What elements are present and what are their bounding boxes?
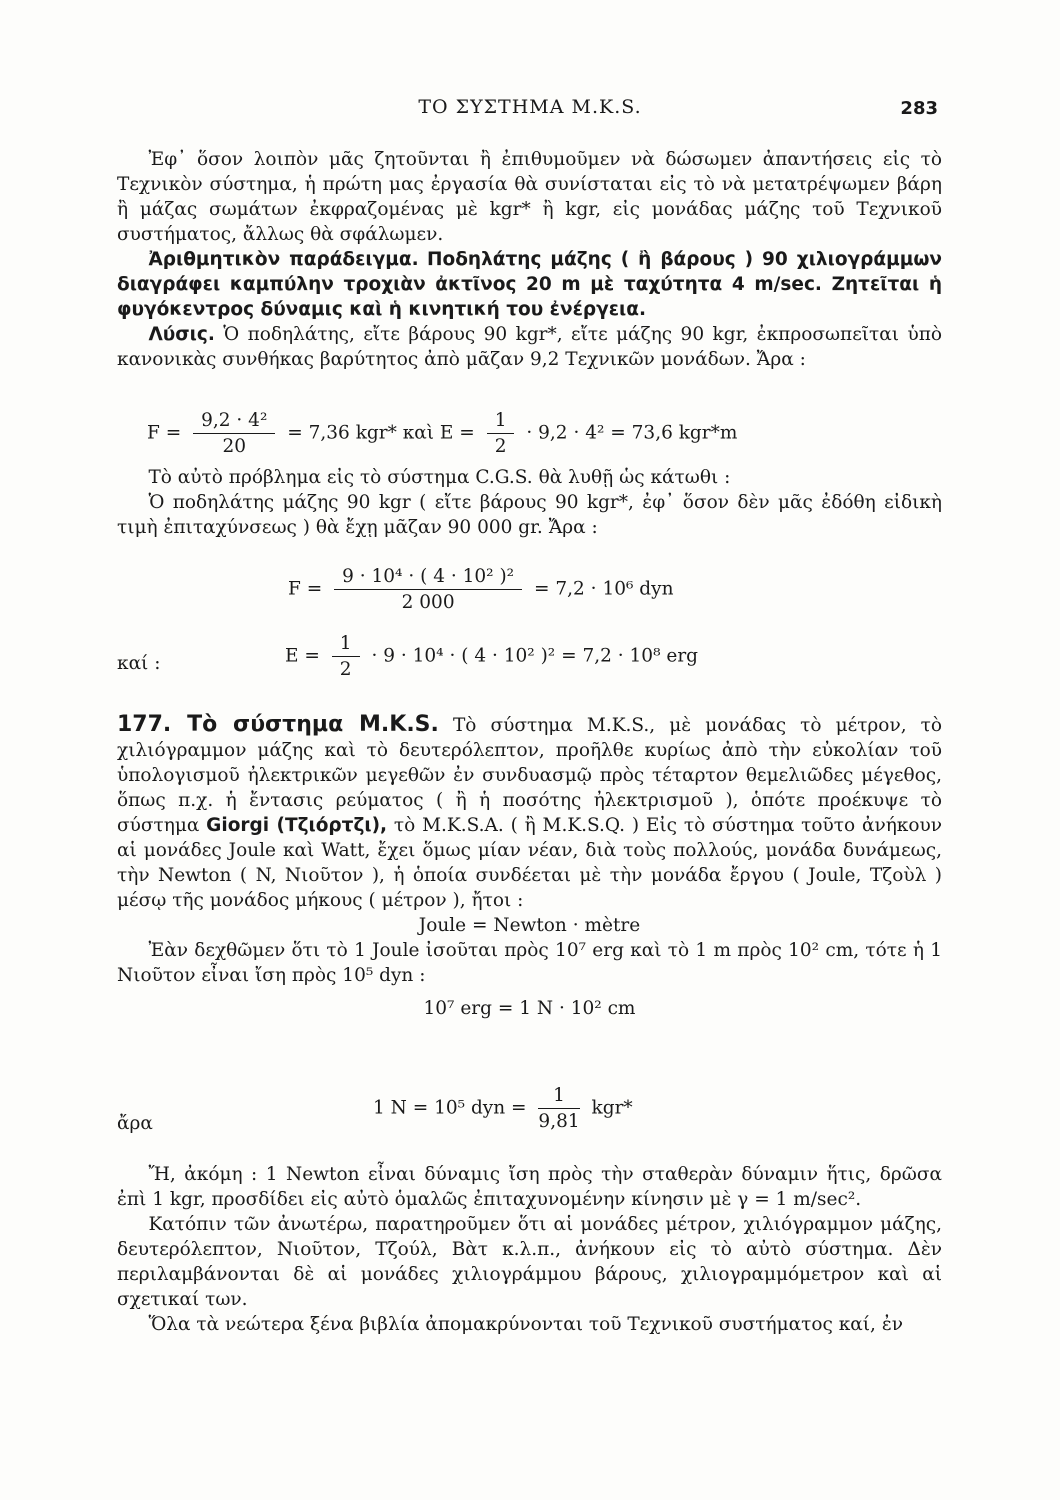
eq1-f-rhs: = 7,36 kgr* καὶ E = [287,422,475,444]
eq2-fraction [334,566,522,613]
newton-eq-lhs: 1 N = 10⁵ dyn = [373,1097,527,1119]
newton-eq-label: ἄρα [117,1113,153,1134]
equation-energy-cgs [285,633,698,680]
paragraph-example [117,247,942,322]
section-177-block [117,712,942,1021]
closing-block [117,1162,942,1337]
intro-block [117,147,942,372]
equation-force-kinetic [147,410,737,457]
eq3-denominator: 2 [339,659,352,680]
paragraph-solution [117,322,942,372]
giorgi-term: Giorgi (Τζιόρτζι), [206,815,388,836]
eq2-rhs: = 7,2 · 10⁶ dyn [534,578,674,600]
paragraph-newton-def: Ἤ, ἀκόμη : 1 Newton εἶναι δύναμις ἴση πρὸς τὴν σταθερὰν δύναμιν ἥτις, δρῶσα ἐπὶ 1 kgr, προσδίδει εἰς αὐτὸ ὁμαλῶς ἐπιταχυνομένην κίνησιν μὲ γ = 1 m/sec². [117,1164,942,1210]
equation-force-cgs [288,566,674,613]
paragraph-units: Κατόπιν τῶν ἀνωτέρω, παρατηροῦμεν ὅτι αἱ μονάδες μέτρον, χιλιόγραμμον μάζης, δευτερόλεπτον, Νιοῦτον, Τζούλ, Βὰτ κ.λ.π., ἀνήκουν εἰς τὸ αὐτὸ σύστημα. Δὲν περιλαμβάνονται δὲ αἱ μονάδες χιλιογράμμου βάρους, χιλιογραμμόμετρον καὶ αἱ σχετικαί των. [117,1214,942,1310]
cgs-block [117,465,942,540]
eq1-e-denominator: 2 [494,436,507,457]
equation-joule-newton: Joule = Newton · mètre [418,915,641,936]
newton-eq-numerator: 1 [538,1085,579,1109]
eq3-rhs: · 9 · 10⁴ · ( 4 · 10² )² = 7,2 · 10⁸ erg [371,645,699,667]
example-text: Ποδηλάτης μάζης ( ἢ βάρους ) 90 χιλιογράμμων διαγράφει καμπύλην τροχιὰν ἀκτῖνος 20 m μὲ ταχύτητα 4 m/sec. Ζητεῖται ἡ φυγόκεντρος δύναμις καὶ ἡ κινητική του ἐνέργεια. [117,249,942,320]
paragraph-cgs-line: Τὸ αὐτὸ πρόβλημα εἰς τὸ σύστημα C.G.S. θὰ λυθῇ ὡς κάτωθι : [148,467,731,488]
solution-label: Λύσις. [148,324,215,345]
eq3-fraction [332,633,360,680]
paragraph-intro: Ἐφ᾽ ὅσον λοιπὸν μᾶς ζητοῦνται ἢ ἐπιθυμοῦμεν νὰ δώσωμεν ἀπαντήσεις εἰς τὸ Τεχνικὸν σύστημα, ἡ πρώτη μας ἐργασία θὰ συνίσταται εἰς τὸ νὰ μετατρέψωμεν βάρη ἢ μάζας σωμάτων ἐκφραζομένας μὲ kgr* ἢ kgr, εἰς μονάδας μάζης τοῦ Τεχνικοῦ συστήματος, ἄλλως θὰ σφάλωμεν. [117,149,942,245]
eq3-lhs: E = [285,645,320,667]
newton-eq-fraction [538,1085,579,1132]
eq3-numerator: 1 [332,633,360,657]
newton-eq-denominator: 9,81 [538,1111,580,1132]
eq2-numerator: 9 · 10⁴ · ( 4 · 10² )² [334,566,522,590]
eq2-lhs: F = [288,578,323,600]
section-text-a: Τὸ σύστημα Μ.Κ.S., μὲ μονάδας τὸ μέτρον, τὸ χιλιόγραμμον μάζης καὶ τὸ δευτερόλεπτον, προῆλθε κυρίως ἀπὸ τὴν εὐκολίαν τοῦ ὑπολογισμοῦ ἠλεκτρικῶν μεγεθῶν ἐν συνδυασμῷ πρὸς τέταρτον θεμελιῶδες μέγεθος, ὅπως π.χ. ἡ ἔντασις ρεύματος ( ἢ ἡ ποσότης ἠλεκτρισμοῦ ), ὁπότε προέκυψε τὸ σύστημα [117,715,942,836]
section-text-b: τὸ Μ.Κ.S.A. ( ἢ Μ.Κ.S.Q. ) Εἰς τὸ σύστημα τοῦτο ἀνήκουν αἱ μονάδες Joule καὶ Watt, ἔχει ὅμως μίαν νέαν, διὰ τοὺς πολλούς, μονάδα δυνάμεως, τὴν Newton ( N, Νιοῦτον ), ἡ ὁποία συνδέεται μὲ τὴν μονάδα ἔργου ( Joule, Τζοὺλ ) μέσῳ τῆς μονάδος μήκους ( μέτρον ), ἤτοι : [117,815,943,911]
paragraph-section-177 [117,712,942,913]
equation-newton [373,1085,633,1132]
example-label: Ἀριθμητικὸν παράδειγμα. [148,249,419,270]
eq1-f-fraction [193,410,275,457]
eq1-e-fraction [487,410,515,457]
eq1-e-rhs: · 9,2 · 4² = 73,6 kgr*m [526,422,738,444]
eq1-f-lhs: F = [147,422,182,444]
paragraph-cgs: Ὁ ποδηλάτης μάζης 90 kgr ( εἴτε βάρους 90 kgr*, ἐφ᾽ ὅσον δὲν μᾶς ἐδόθη εἰδικὴ τιμὴ ἐπιταχύνσεως ) θὰ ἔχῃ μᾶζαν 90 000 gr. Ἄρα : [117,492,942,538]
paragraph-last: Ὅλα τὰ νεώτερα ξένα βιβλία ἀπομακρύνονται τοῦ Τεχνικοῦ συστήματος καί, ἐν [148,1314,903,1335]
eq1-e-numerator: 1 [487,410,515,434]
newton-eq-rhs: kgr* [591,1097,633,1119]
equation-energy-cgs-label [117,653,160,674]
equation-newton-label [117,1113,153,1134]
paragraph-joule: Ἐὰν δεχθῶμεν ὅτι τὸ 1 Joule ἰσοῦται πρὸς 10⁷ erg καὶ τὸ 1 m πρὸς 10² cm, τότε ἡ 1 Νιοῦτον εἶναι ἴση πρὸς 10⁵ dyn : [117,940,942,986]
eq3-label: καί : [117,653,161,674]
eq1-f-denominator: 20 [222,436,246,457]
section-heading: 177. Τὸ σύστημα Μ.Κ.S. [117,712,439,737]
equation-erg: 10⁷ erg = 1 N · 10² cm [423,998,636,1019]
eq2-denominator: 2 000 [401,592,455,613]
page-number: 283 [900,98,938,119]
eq1-f-numerator: 9,2 · 4² [193,410,275,434]
solution-text: Ὁ ποδηλάτης, εἴτε βάρους 90 kgr*, εἴτε μάζης 90 kgr, ἐκπροσωπεῖται ὑπὸ κανονικὰς συνθήκας βαρύτητος ἀπὸ μᾶζαν 9,2 Τεχνικῶν μονάδων. Ἄρα : [117,324,942,370]
running-header-title: ΤΟ ΣΥΣΤΗΜΑ Μ.Κ.S. [418,96,642,118]
